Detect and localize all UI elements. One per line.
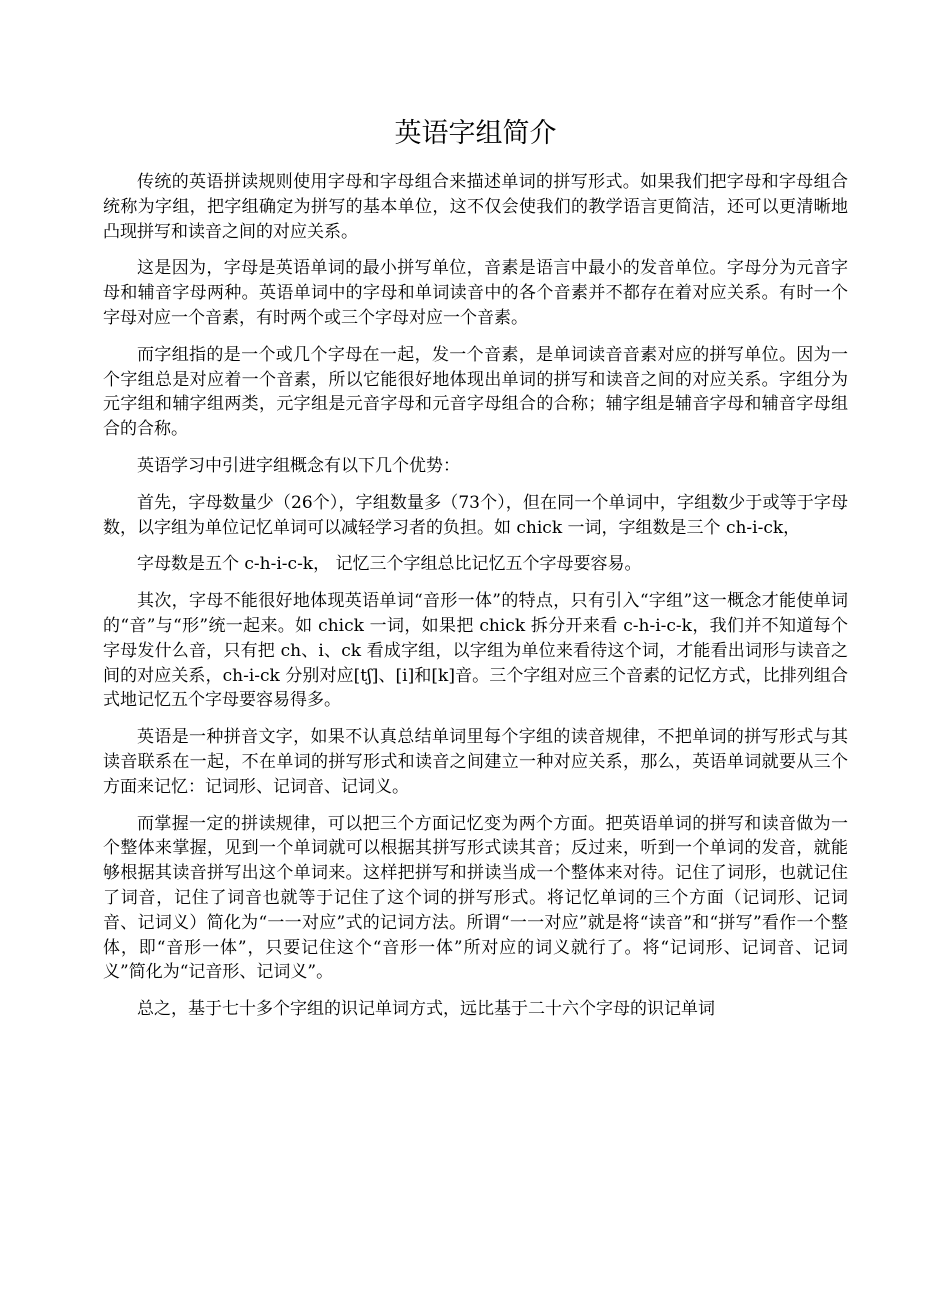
- document-page: [103, 112, 848, 1034]
- paragraph-8: 英语是一种拼音文字，如果不认真总结单词里每个字组的读音规律，不把单词的拼写形式与其读音联系在一起，不在单词的拼写形式和读音之间建立一种对应关系，那么，英语单词就要从三个方面来记忆：记词形、记词音、记词义。: [103, 727, 848, 797]
- paragraph-10: 总之，基于七十多个字组的识记单词方式，远比基于二十六个字母的识记单词: [137, 999, 715, 1020]
- paragraph-7: 其次，字母不能很好地体现英语单词“音形一体”的特点，只有引入“字组”这一概念才能使单词的“音”与“形”统一起来。如 chick 一词，如果把 chick 拆分开来看 c-h-i-c-k，我们并不知道每个字母发什么音，只有把 ch、i、ck 看成字组，以字组为单位来看待这个词，才能看出词形与读音之间的对应关系，ch-i-ck 分别对应[tʃ]、[i]和[k]音。三个字组对应三个音素的记忆方式，比排列组合式地记忆五个字母要容易得多。: [103, 591, 848, 711]
- paragraph-9: 而掌握一定的拼读规律，可以把三个方面记忆变为两个方面。把英语单词的拼写和读音做为一个整体来掌握，见到一个单词就可以根据其拼写形式读其音；反过来，听到一个单词的发音，就能够根据其读音拼写出这个单词来。这样把拼写和拼读当成一个整体来对待。记住了词形，也就记住了词音，记住了词音也就等于记住了这个词的拼写形式。将记忆单词的三个方面（记词形、记词音、记词义）简化为“一一对应”式的记词方法。所谓“一一对应”就是将“读音”和“拼写”看作一个整体，即“音形一体”，只要记住这个“音形一体”所对应的词义就行了。将“记词形、记词音、记词义”简化为“记音形、记词义”。: [103, 813, 848, 983]
- paragraph-2: 这是因为，字母是英语单词的最小拼写单位，音素是语言中最小的发音单位。字母分为元音字母和辅音字母两种。英语单词中的字母和单词读音中的各个音素并不都存在着对应关系。有时一个字母对应一个音素，有时两个或三个字母对应一个音素。: [103, 258, 848, 328]
- document-title: 英语字组简介: [394, 118, 557, 149]
- paragraph-5: 首先，字母数量少（26个），字组数量多（73个），但在同一个单词中，字组数少于或等于字母数，以字组为单位记忆单词可以减轻学习者的负担。如 chick 一词，字组数是三个 ch-i-ck，: [103, 492, 848, 538]
- paragraph-4: 英语学习中引进字组概念有以下几个优势：: [137, 455, 460, 476]
- paragraph-6: 字母数是五个 c-h-i-c-k， 记忆三个字组总比记忆五个字母要容易。: [137, 554, 642, 575]
- paragraph-3: 而字组指的是一个或几个字母在一起，发一个音素，是单词读音音素对应的拼写单位。因为一个字组总是对应着一个音素，所以它能很好地体现出单词的拼写和读音之间的对应关系。字组分为元字组和辅字组两类，元字组是元音字母和元音字母组合的合称；辅字组是辅音字母和辅音字母组合的合称。: [103, 344, 848, 440]
- paragraph-1: 传统的英语拼读规则使用字母和字母组合来描述单词的拼写形式。如果我们把字母和字母组合统称为字组，把字组确定为拼写的基本单位，这不仅会使我们的教学语言更简洁，还可以更清晰地凸现拼写和读音之间的对应关系。: [103, 172, 848, 242]
